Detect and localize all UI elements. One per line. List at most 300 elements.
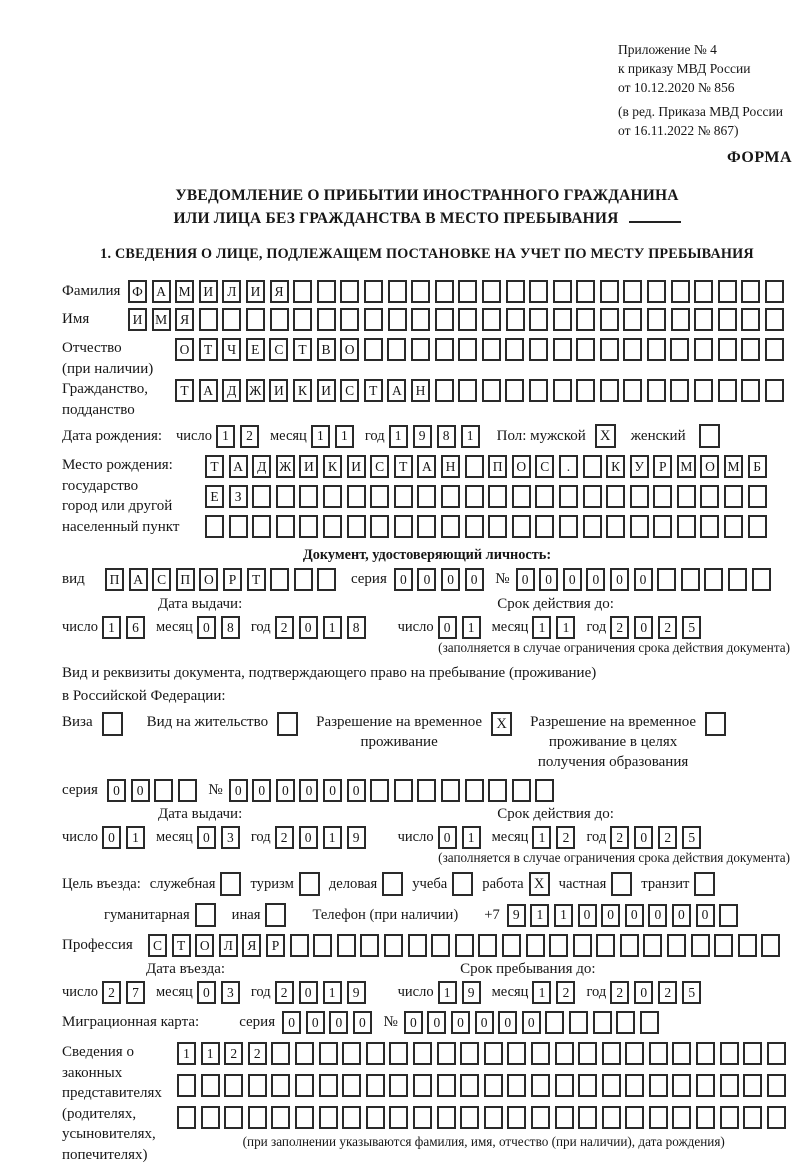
char-cell[interactable] [767, 1074, 786, 1097]
char-cell[interactable]: Е [205, 485, 224, 508]
char-cell[interactable] [623, 280, 642, 303]
transit-checkbox[interactable] [694, 872, 715, 896]
char-cell[interactable]: 0 [438, 616, 457, 639]
char-cell[interactable]: Д [222, 379, 241, 402]
other-checkbox[interactable] [265, 903, 286, 927]
char-cell[interactable]: 2 [610, 981, 629, 1004]
char-cell[interactable]: 1 [530, 904, 549, 927]
char-cell[interactable]: Б [748, 455, 767, 478]
char-cell[interactable] [506, 280, 525, 303]
char-cell[interactable] [364, 308, 383, 331]
char-cell[interactable]: 1 [335, 425, 354, 448]
char-cell[interactable] [276, 485, 295, 508]
char-cell[interactable]: 5 [682, 826, 701, 849]
char-cell[interactable]: А [129, 568, 148, 591]
char-cell[interactable] [748, 485, 767, 508]
char-cell[interactable] [458, 338, 477, 361]
char-cell[interactable] [529, 308, 548, 331]
char-cell[interactable]: 0 [441, 568, 460, 591]
char-cell[interactable]: 0 [586, 568, 605, 591]
char-cell[interactable]: И [317, 379, 336, 402]
char-cell[interactable]: М [152, 308, 171, 331]
char-cell[interactable] [313, 934, 332, 957]
char-cell[interactable] [482, 338, 501, 361]
char-cell[interactable] [323, 485, 342, 508]
char-cell[interactable] [718, 280, 737, 303]
char-cell[interactable]: 9 [507, 904, 526, 927]
char-cell[interactable] [488, 485, 507, 508]
char-cell[interactable] [317, 568, 336, 591]
char-cell[interactable]: 0 [610, 568, 629, 591]
char-cell[interactable] [177, 1074, 196, 1097]
char-cell[interactable] [431, 934, 450, 957]
char-cell[interactable]: 0 [299, 779, 318, 802]
char-cell[interactable] [576, 308, 595, 331]
char-cell[interactable] [649, 1106, 668, 1129]
char-cell[interactable]: 0 [102, 826, 121, 849]
char-cell[interactable] [340, 280, 359, 303]
char-cell[interactable] [576, 379, 595, 402]
char-cell[interactable]: 0 [634, 568, 653, 591]
char-cell[interactable]: 1 [389, 425, 408, 448]
char-cell[interactable] [625, 1106, 644, 1129]
char-cell[interactable] [411, 308, 430, 331]
char-cell[interactable] [295, 1106, 314, 1129]
char-cell[interactable]: Т [175, 379, 194, 402]
char-cell[interactable] [671, 280, 690, 303]
char-cell[interactable]: 3 [221, 981, 240, 1004]
char-cell[interactable]: 1 [177, 1042, 196, 1065]
char-cell[interactable]: 3 [221, 826, 240, 849]
char-cell[interactable]: О [340, 338, 359, 361]
char-cell[interactable] [299, 485, 318, 508]
char-cell[interactable] [738, 934, 757, 957]
char-cell[interactable]: Р [266, 934, 285, 957]
char-cell[interactable] [411, 280, 430, 303]
char-cell[interactable] [720, 1074, 739, 1097]
char-cell[interactable]: 7 [126, 981, 145, 1004]
char-cell[interactable] [506, 308, 525, 331]
char-cell[interactable] [559, 485, 578, 508]
private-checkbox[interactable] [611, 872, 632, 896]
char-cell[interactable] [388, 308, 407, 331]
char-cell[interactable]: О [700, 455, 719, 478]
char-cell[interactable]: 0 [347, 779, 366, 802]
char-cell[interactable]: И [246, 280, 265, 303]
char-cell[interactable] [549, 934, 568, 957]
char-cell[interactable] [596, 934, 615, 957]
char-cell[interactable]: 0 [625, 904, 644, 927]
char-cell[interactable]: 2 [224, 1042, 243, 1065]
char-cell[interactable]: 1 [126, 826, 145, 849]
char-cell[interactable] [342, 1074, 361, 1097]
char-cell[interactable] [271, 1042, 290, 1065]
char-cell[interactable]: 2 [275, 826, 294, 849]
char-cell[interactable]: 2 [610, 616, 629, 639]
char-cell[interactable] [752, 568, 771, 591]
char-cell[interactable]: А [417, 455, 436, 478]
char-cell[interactable] [545, 1011, 564, 1034]
char-cell[interactable] [694, 308, 713, 331]
char-cell[interactable]: 1 [532, 981, 551, 1004]
char-cell[interactable] [623, 308, 642, 331]
char-cell[interactable] [387, 338, 406, 361]
char-cell[interactable]: 0 [299, 616, 318, 639]
char-cell[interactable] [526, 934, 545, 957]
char-cell[interactable] [507, 1074, 526, 1097]
char-cell[interactable] [743, 1042, 762, 1065]
char-cell[interactable]: 1 [554, 904, 573, 927]
char-cell[interactable] [340, 308, 359, 331]
char-cell[interactable] [647, 338, 666, 361]
char-cell[interactable] [681, 568, 700, 591]
char-cell[interactable] [437, 1106, 456, 1129]
char-cell[interactable]: 2 [275, 616, 294, 639]
char-cell[interactable] [299, 515, 318, 538]
char-cell[interactable] [465, 485, 484, 508]
char-cell[interactable] [342, 1106, 361, 1129]
char-cell[interactable]: Л [222, 280, 241, 303]
char-cell[interactable] [583, 485, 602, 508]
char-cell[interactable]: 0 [539, 568, 558, 591]
char-cell[interactable] [435, 379, 454, 402]
char-cell[interactable] [178, 779, 197, 802]
char-cell[interactable]: 0 [329, 1011, 348, 1034]
char-cell[interactable]: 0 [299, 981, 318, 1004]
char-cell[interactable] [625, 1042, 644, 1065]
char-cell[interactable]: И [269, 379, 288, 402]
char-cell[interactable]: 0 [438, 826, 457, 849]
char-cell[interactable]: 1 [201, 1042, 220, 1065]
char-cell[interactable]: О [512, 455, 531, 478]
char-cell[interactable] [741, 280, 760, 303]
char-cell[interactable] [728, 568, 747, 591]
char-cell[interactable] [347, 485, 366, 508]
char-cell[interactable]: 2 [658, 981, 677, 1004]
char-cell[interactable]: И [299, 455, 318, 478]
char-cell[interactable] [465, 779, 484, 802]
char-cell[interactable] [620, 934, 639, 957]
char-cell[interactable] [295, 1074, 314, 1097]
char-cell[interactable] [360, 934, 379, 957]
char-cell[interactable] [647, 280, 666, 303]
char-cell[interactable]: Т [205, 455, 224, 478]
char-cell[interactable] [389, 1042, 408, 1065]
char-cell[interactable] [293, 308, 312, 331]
char-cell[interactable] [366, 1106, 385, 1129]
char-cell[interactable] [696, 1106, 715, 1129]
char-cell[interactable]: 0 [404, 1011, 423, 1034]
char-cell[interactable]: Н [441, 455, 460, 478]
char-cell[interactable] [512, 515, 531, 538]
char-cell[interactable] [222, 308, 241, 331]
char-cell[interactable] [458, 379, 477, 402]
char-cell[interactable] [229, 515, 248, 538]
char-cell[interactable]: Л [219, 934, 238, 957]
char-cell[interactable] [553, 280, 572, 303]
char-cell[interactable]: 0 [465, 568, 484, 591]
char-cell[interactable] [435, 338, 454, 361]
char-cell[interactable]: 1 [462, 826, 481, 849]
char-cell[interactable]: М [724, 455, 743, 478]
char-cell[interactable] [252, 515, 271, 538]
char-cell[interactable] [761, 934, 780, 957]
char-cell[interactable] [201, 1106, 220, 1129]
char-cell[interactable] [555, 1042, 574, 1065]
char-cell[interactable] [653, 485, 672, 508]
char-cell[interactable]: 0 [107, 779, 126, 802]
char-cell[interactable] [630, 515, 649, 538]
char-cell[interactable] [555, 1106, 574, 1129]
char-cell[interactable]: С [340, 379, 359, 402]
char-cell[interactable] [502, 934, 521, 957]
char-cell[interactable]: М [677, 455, 696, 478]
char-cell[interactable] [578, 1074, 597, 1097]
char-cell[interactable] [765, 379, 784, 402]
char-cell[interactable] [578, 1106, 597, 1129]
char-cell[interactable] [465, 515, 484, 538]
char-cell[interactable] [600, 308, 619, 331]
char-cell[interactable] [364, 280, 383, 303]
char-cell[interactable] [366, 1042, 385, 1065]
char-cell[interactable] [704, 568, 723, 591]
char-cell[interactable] [602, 1106, 621, 1129]
char-cell[interactable] [578, 1042, 597, 1065]
char-cell[interactable] [767, 1106, 786, 1129]
residence-permit-checkbox[interactable] [277, 712, 298, 736]
tourism-checkbox[interactable] [299, 872, 320, 896]
char-cell[interactable] [435, 280, 454, 303]
char-cell[interactable] [616, 1011, 635, 1034]
char-cell[interactable] [465, 455, 484, 478]
char-cell[interactable]: Т [293, 338, 312, 361]
char-cell[interactable] [201, 1074, 220, 1097]
char-cell[interactable]: . [559, 455, 578, 478]
char-cell[interactable]: 1 [532, 616, 551, 639]
char-cell[interactable] [724, 485, 743, 508]
char-cell[interactable] [177, 1106, 196, 1129]
char-cell[interactable] [670, 379, 689, 402]
char-cell[interactable]: К [606, 455, 625, 478]
char-cell[interactable] [505, 379, 524, 402]
char-cell[interactable] [529, 379, 548, 402]
char-cell[interactable] [672, 1042, 691, 1065]
char-cell[interactable] [417, 779, 436, 802]
char-cell[interactable] [767, 1042, 786, 1065]
char-cell[interactable] [290, 934, 309, 957]
char-cell[interactable]: 0 [634, 616, 653, 639]
char-cell[interactable] [694, 338, 713, 361]
char-cell[interactable]: 0 [475, 1011, 494, 1034]
char-cell[interactable]: 0 [634, 826, 653, 849]
char-cell[interactable] [370, 485, 389, 508]
char-cell[interactable]: Д [252, 455, 271, 478]
char-cell[interactable] [700, 515, 719, 538]
char-cell[interactable]: 6 [126, 616, 145, 639]
char-cell[interactable] [741, 379, 760, 402]
char-cell[interactable]: И [347, 455, 366, 478]
char-cell[interactable] [696, 1042, 715, 1065]
char-cell[interactable]: 0 [276, 779, 295, 802]
char-cell[interactable]: 2 [658, 616, 677, 639]
char-cell[interactable] [482, 308, 501, 331]
char-cell[interactable]: 0 [394, 568, 413, 591]
char-cell[interactable] [576, 338, 595, 361]
char-cell[interactable]: 9 [347, 826, 366, 849]
char-cell[interactable] [417, 485, 436, 508]
char-cell[interactable] [647, 308, 666, 331]
char-cell[interactable]: А [229, 455, 248, 478]
char-cell[interactable]: Я [175, 308, 194, 331]
char-cell[interactable]: К [323, 455, 342, 478]
edu-permit-checkbox[interactable] [705, 712, 726, 736]
char-cell[interactable]: 2 [556, 981, 575, 1004]
char-cell[interactable]: К [293, 379, 312, 402]
char-cell[interactable]: П [176, 568, 195, 591]
char-cell[interactable] [411, 338, 430, 361]
char-cell[interactable] [507, 1042, 526, 1065]
char-cell[interactable] [224, 1106, 243, 1129]
char-cell[interactable]: 2 [658, 826, 677, 849]
char-cell[interactable] [394, 485, 413, 508]
female-checkbox[interactable] [699, 424, 720, 448]
char-cell[interactable] [505, 338, 524, 361]
char-cell[interactable] [677, 485, 696, 508]
char-cell[interactable] [224, 1074, 243, 1097]
char-cell[interactable] [384, 934, 403, 957]
char-cell[interactable] [529, 338, 548, 361]
char-cell[interactable]: 1 [102, 616, 121, 639]
char-cell[interactable] [724, 515, 743, 538]
char-cell[interactable] [600, 379, 619, 402]
char-cell[interactable]: Ж [276, 455, 295, 478]
char-cell[interactable] [529, 280, 548, 303]
char-cell[interactable] [559, 515, 578, 538]
char-cell[interactable] [765, 338, 784, 361]
char-cell[interactable] [270, 568, 289, 591]
char-cell[interactable] [413, 1074, 432, 1097]
char-cell[interactable] [691, 934, 710, 957]
char-cell[interactable] [535, 515, 554, 538]
char-cell[interactable]: 0 [299, 826, 318, 849]
char-cell[interactable] [293, 280, 312, 303]
char-cell[interactable]: 9 [347, 981, 366, 1004]
char-cell[interactable] [553, 338, 572, 361]
char-cell[interactable]: 8 [347, 616, 366, 639]
char-cell[interactable]: 0 [634, 981, 653, 1004]
char-cell[interactable] [670, 338, 689, 361]
char-cell[interactable]: 0 [323, 779, 342, 802]
char-cell[interactable]: Т [364, 379, 383, 402]
char-cell[interactable]: 9 [413, 425, 432, 448]
char-cell[interactable] [482, 379, 501, 402]
char-cell[interactable] [718, 379, 737, 402]
char-cell[interactable] [553, 308, 572, 331]
char-cell[interactable] [573, 934, 592, 957]
study-checkbox[interactable] [452, 872, 473, 896]
char-cell[interactable]: Т [247, 568, 266, 591]
char-cell[interactable]: 0 [282, 1011, 301, 1034]
char-cell[interactable]: 2 [275, 981, 294, 1004]
char-cell[interactable]: А [387, 379, 406, 402]
char-cell[interactable]: 0 [522, 1011, 541, 1034]
char-cell[interactable]: 1 [556, 616, 575, 639]
char-cell[interactable]: 0 [451, 1011, 470, 1034]
char-cell[interactable] [672, 1074, 691, 1097]
char-cell[interactable]: 8 [221, 616, 240, 639]
char-cell[interactable] [271, 1074, 290, 1097]
char-cell[interactable] [389, 1074, 408, 1097]
char-cell[interactable] [458, 280, 477, 303]
char-cell[interactable] [248, 1106, 267, 1129]
visa-checkbox[interactable] [102, 712, 123, 736]
char-cell[interactable] [600, 280, 619, 303]
char-cell[interactable]: 0 [427, 1011, 446, 1034]
char-cell[interactable]: 2 [610, 826, 629, 849]
char-cell[interactable] [643, 934, 662, 957]
char-cell[interactable] [337, 934, 356, 957]
char-cell[interactable] [600, 338, 619, 361]
char-cell[interactable] [569, 1011, 588, 1034]
char-cell[interactable] [276, 515, 295, 538]
char-cell[interactable] [394, 515, 413, 538]
char-cell[interactable]: С [152, 568, 171, 591]
char-cell[interactable] [512, 485, 531, 508]
char-cell[interactable] [649, 1074, 668, 1097]
char-cell[interactable]: 2 [102, 981, 121, 1004]
char-cell[interactable]: 5 [682, 616, 701, 639]
char-cell[interactable]: 0 [197, 616, 216, 639]
char-cell[interactable]: У [630, 455, 649, 478]
char-cell[interactable] [270, 308, 289, 331]
char-cell[interactable]: 0 [306, 1011, 325, 1034]
char-cell[interactable]: О [195, 934, 214, 957]
char-cell[interactable] [555, 1074, 574, 1097]
char-cell[interactable] [417, 515, 436, 538]
char-cell[interactable]: 8 [437, 425, 456, 448]
char-cell[interactable] [748, 515, 767, 538]
char-cell[interactable]: 1 [323, 981, 342, 1004]
char-cell[interactable] [389, 1106, 408, 1129]
char-cell[interactable] [718, 308, 737, 331]
char-cell[interactable] [583, 515, 602, 538]
char-cell[interactable]: 0 [197, 826, 216, 849]
char-cell[interactable] [672, 1106, 691, 1129]
char-cell[interactable] [252, 485, 271, 508]
char-cell[interactable]: 0 [131, 779, 150, 802]
char-cell[interactable] [488, 779, 507, 802]
char-cell[interactable] [370, 779, 389, 802]
char-cell[interactable] [370, 515, 389, 538]
char-cell[interactable] [319, 1074, 338, 1097]
char-cell[interactable] [647, 379, 666, 402]
char-cell[interactable]: 0 [417, 568, 436, 591]
char-cell[interactable]: Ф [128, 280, 147, 303]
char-cell[interactable] [154, 779, 173, 802]
char-cell[interactable]: 1 [438, 981, 457, 1004]
char-cell[interactable] [512, 779, 531, 802]
char-cell[interactable]: Е [246, 338, 265, 361]
char-cell[interactable] [667, 934, 686, 957]
char-cell[interactable] [460, 1106, 479, 1129]
char-cell[interactable] [694, 280, 713, 303]
char-cell[interactable]: Я [242, 934, 261, 957]
char-cell[interactable] [657, 568, 676, 591]
char-cell[interactable]: Т [172, 934, 191, 957]
char-cell[interactable] [743, 1074, 762, 1097]
char-cell[interactable]: Ч [222, 338, 241, 361]
char-cell[interactable]: 1 [462, 616, 481, 639]
